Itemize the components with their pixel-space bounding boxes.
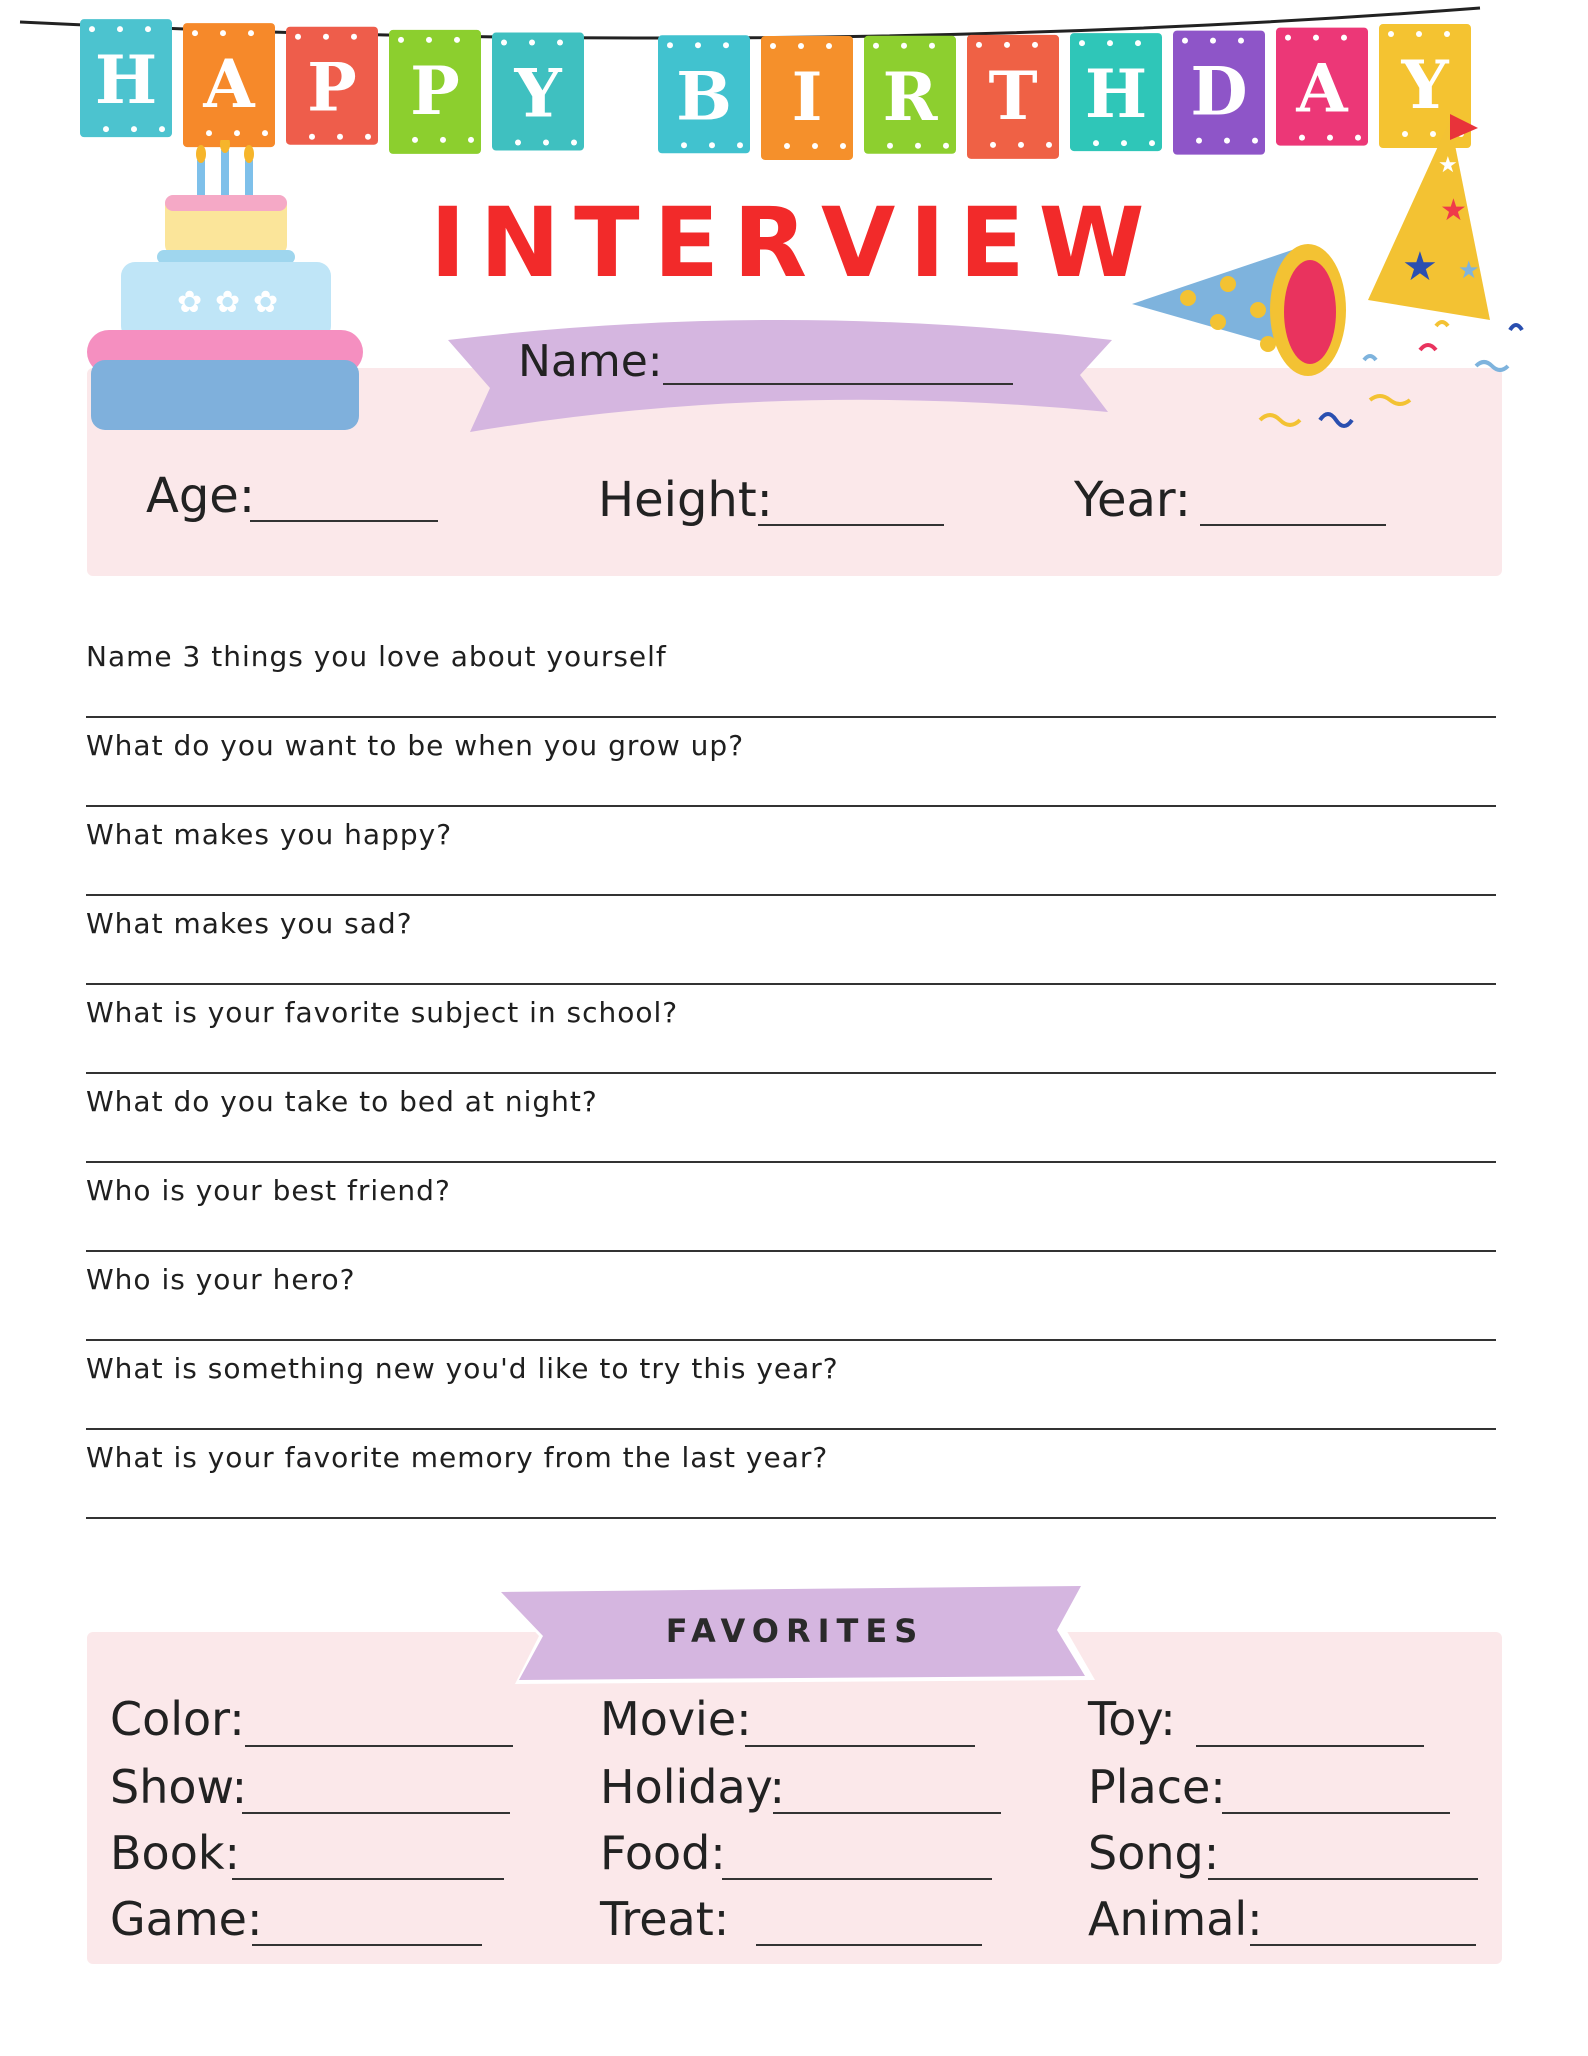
answer-line-2[interactable] bbox=[86, 805, 1496, 807]
svg-text:★: ★ bbox=[1438, 153, 1458, 178]
banner-flag-2 bbox=[183, 23, 275, 147]
fav-place-field[interactable] bbox=[1222, 1812, 1450, 1814]
year-field[interactable] bbox=[1200, 524, 1386, 526]
banner-letter: I bbox=[791, 57, 823, 136]
fav-show-label: Show: bbox=[110, 1760, 248, 1814]
answer-line-4[interactable] bbox=[86, 983, 1496, 985]
banner-letter: R bbox=[882, 57, 938, 136]
banner-flag-11 bbox=[1173, 31, 1265, 155]
banner-letter: H bbox=[1084, 55, 1148, 134]
answer-line-7[interactable] bbox=[86, 1250, 1496, 1252]
svg-text:✿: ✿ bbox=[253, 285, 279, 320]
name-field[interactable] bbox=[663, 383, 1013, 385]
age-field[interactable] bbox=[250, 520, 438, 522]
fav-song-label: Song: bbox=[1088, 1826, 1220, 1880]
fav-animal-field[interactable] bbox=[1250, 1944, 1476, 1946]
fav-game-label: Game: bbox=[110, 1892, 263, 1946]
fav-color-label: Color: bbox=[110, 1692, 245, 1746]
fav-show-field[interactable] bbox=[242, 1812, 510, 1814]
answer-line-8[interactable] bbox=[86, 1339, 1496, 1341]
banner-letter: B bbox=[676, 57, 732, 136]
question-4: What makes you sad? bbox=[86, 907, 413, 940]
page-title: INTERVIEW bbox=[430, 187, 1159, 299]
answer-line-1[interactable] bbox=[86, 716, 1496, 718]
height-field[interactable] bbox=[758, 524, 944, 526]
question-7: Who is your best friend? bbox=[86, 1174, 451, 1207]
height-label: Height: bbox=[598, 472, 773, 528]
svg-text:★: ★ bbox=[1402, 244, 1438, 290]
banner-flag-12 bbox=[1276, 28, 1368, 146]
answer-line-6[interactable] bbox=[86, 1161, 1496, 1163]
banner-flag-6 bbox=[658, 35, 750, 153]
question-2: What do you want to be when you grow up? bbox=[86, 729, 745, 762]
svg-text:✿: ✿ bbox=[215, 285, 241, 320]
banner-flag-9 bbox=[967, 35, 1059, 159]
fav-toy-label: Toy: bbox=[1088, 1692, 1176, 1746]
fav-treat-label: Treat: bbox=[600, 1892, 730, 1946]
fav-movie-field[interactable] bbox=[745, 1745, 975, 1747]
favorites-title: FAVORITES bbox=[665, 1612, 925, 1650]
fav-movie-label: Movie: bbox=[600, 1692, 752, 1746]
banner-flag-3 bbox=[286, 27, 378, 145]
fav-place-label: Place: bbox=[1088, 1760, 1226, 1814]
banner-letter: P bbox=[410, 51, 460, 130]
fav-holiday-field[interactable] bbox=[773, 1812, 1001, 1814]
fav-food-label: Food: bbox=[600, 1826, 726, 1880]
banner-flag-5 bbox=[492, 33, 584, 151]
question-10: What is your favorite memory from the last year? bbox=[86, 1441, 829, 1474]
svg-text:✿: ✿ bbox=[177, 285, 203, 320]
fav-book-label: Book: bbox=[110, 1826, 240, 1880]
banner-letter: A bbox=[1296, 49, 1348, 128]
svg-text:★: ★ bbox=[1440, 193, 1467, 228]
banner-flag-10 bbox=[1070, 33, 1162, 151]
answer-line-10[interactable] bbox=[86, 1517, 1496, 1519]
fav-color-field[interactable] bbox=[245, 1745, 513, 1747]
question-6: What do you take to bed at night? bbox=[86, 1085, 598, 1118]
year-label: Year: bbox=[1074, 472, 1191, 528]
banner-flag-8 bbox=[864, 36, 956, 154]
svg-text:★: ★ bbox=[1458, 256, 1480, 284]
answer-line-9[interactable] bbox=[86, 1428, 1496, 1430]
fav-treat-field[interactable] bbox=[756, 1944, 982, 1946]
fav-game-field[interactable] bbox=[252, 1944, 482, 1946]
question-8: Who is your hero? bbox=[86, 1263, 356, 1296]
party-hat-icon bbox=[1358, 110, 1508, 340]
banner-letter: Y bbox=[1401, 46, 1449, 125]
confetti-icon bbox=[1250, 310, 1540, 440]
fav-holiday-label: Holiday: bbox=[600, 1760, 786, 1814]
birthday-cake-icon bbox=[85, 140, 365, 430]
answer-line-5[interactable] bbox=[86, 1072, 1496, 1074]
banner-letter: A bbox=[203, 45, 255, 124]
banner-flag-7 bbox=[761, 36, 853, 160]
age-label: Age: bbox=[146, 468, 256, 524]
question-9: What is something new you'd like to try this year? bbox=[86, 1352, 839, 1385]
banner-letter: T bbox=[988, 56, 1038, 135]
banner-letter: Y bbox=[514, 54, 562, 133]
fav-food-field[interactable] bbox=[722, 1878, 992, 1880]
answer-line-3[interactable] bbox=[86, 894, 1496, 896]
fav-toy-field[interactable] bbox=[1196, 1745, 1424, 1747]
fav-book-field[interactable] bbox=[232, 1878, 504, 1880]
fav-song-field[interactable] bbox=[1208, 1878, 1478, 1880]
banner-letter: H bbox=[94, 41, 158, 120]
banner-letter: P bbox=[307, 48, 357, 127]
name-label: Name: bbox=[518, 336, 663, 387]
banner-letter: D bbox=[1190, 52, 1248, 131]
question-3: What makes you happy? bbox=[86, 818, 453, 851]
question-1: Name 3 things you love about yourself bbox=[86, 640, 667, 673]
banner-flag-4 bbox=[389, 30, 481, 154]
question-5: What is your favorite subject in school? bbox=[86, 996, 679, 1029]
fav-animal-label: Animal: bbox=[1088, 1892, 1263, 1946]
banner-flag-1 bbox=[80, 19, 172, 137]
